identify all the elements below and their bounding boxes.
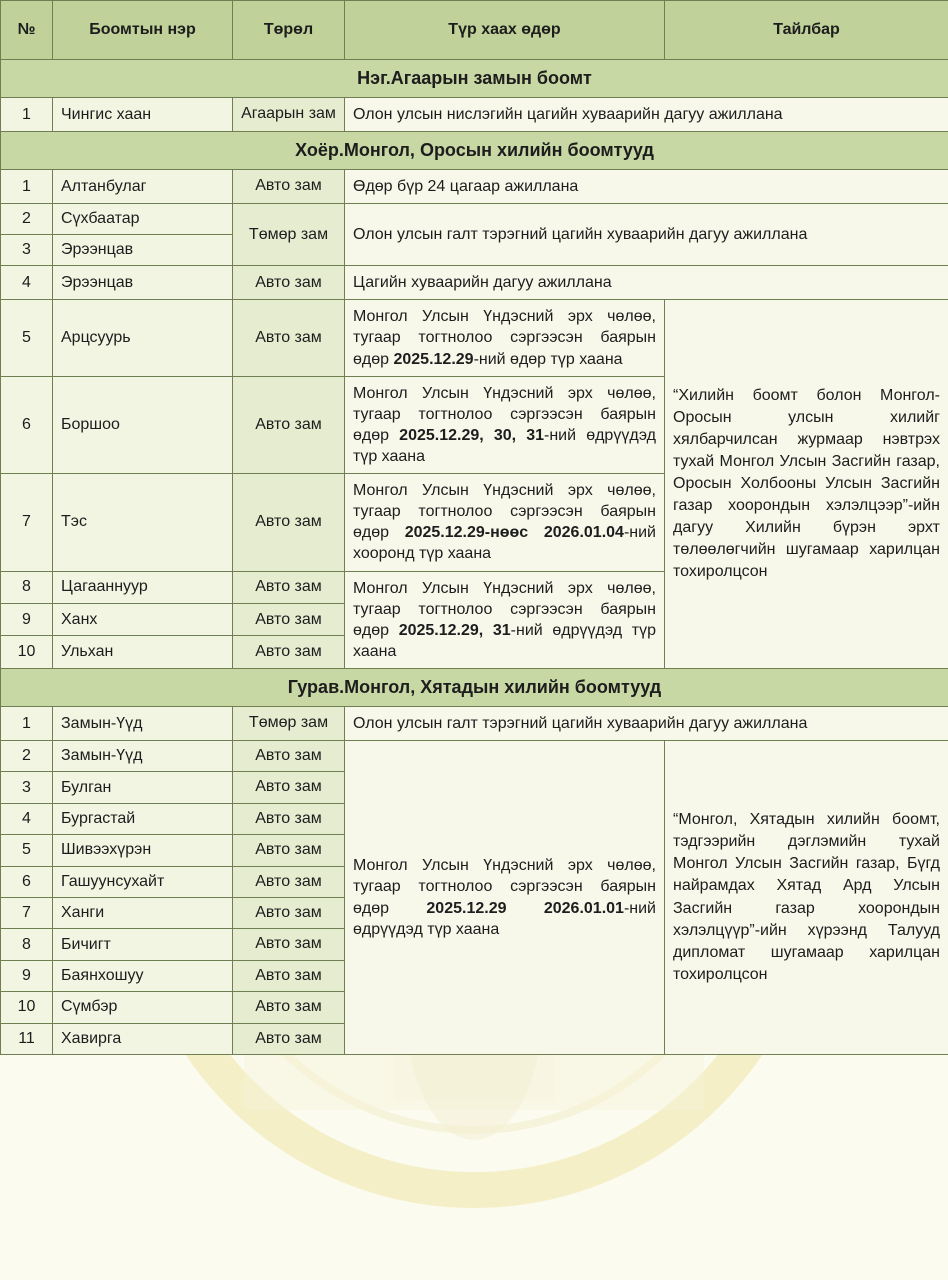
table-row (1, 170, 948, 204)
close-text-date: 2025.12.29, 31 (398, 621, 511, 639)
close-text-date: 2025.12.29 2026.01.01 (426, 899, 624, 917)
row-num: 4 (1, 803, 53, 834)
row-name: Шивээхүрэн (53, 835, 233, 866)
row-name: Эрээнцав (53, 235, 233, 266)
row-name: Бичигт (53, 929, 233, 960)
row-name: Сүхбаатар (53, 204, 233, 235)
row-num: 6 (1, 866, 53, 897)
row-name: Арцсуурь (53, 300, 233, 376)
row-name: Боршоо (53, 376, 233, 473)
row-name: Гашуунсухайт (53, 866, 233, 897)
row-num: 4 (1, 266, 53, 300)
close-text-pre: Монгол Улсын Үндэсний эрх чөлөө, тугаар тогтнолоо сэргээсэн баярын өдөр (353, 482, 656, 542)
table-row (1, 266, 948, 300)
row-num: 10 (1, 992, 53, 1023)
row-num: 11 (1, 1023, 53, 1054)
table-row (1, 300, 948, 376)
row-num: 3 (1, 772, 53, 803)
row-close: Цагийн хуваарийн дагуу ажиллана (345, 266, 948, 300)
section-header-china (1, 668, 948, 706)
close-text-pre: Монгол Улсын Үндэсний эрх чөлөө, тугаар тогтнолоо сэргээсэн баярын өдөр (353, 857, 656, 917)
section-header-russia (1, 132, 948, 170)
row-type: Авто зам (233, 604, 345, 636)
row-name: Ханги (53, 898, 233, 929)
close-text-pre: Монгол Улсын Үндэсний эрх чөлөө, тугаар тогтнолоо сэргээсэн баярын өдөр (353, 308, 656, 368)
row-type: Авто зам (233, 266, 345, 300)
row-name: Алтанбулаг (53, 170, 233, 204)
row-type: Авто зам (233, 741, 345, 772)
close-text-date: 2025.12.29-нөөс 2026.01.04 (404, 524, 624, 542)
close-text-date: 2025.12.29, 30, 31 (399, 426, 545, 444)
row-num: 8 (1, 929, 53, 960)
row-type: Авто зам (233, 835, 345, 866)
row-num: 1 (1, 98, 53, 132)
close-text-post: -ний хооронд түр хаана (353, 524, 656, 563)
row-name: Цагааннуур (53, 571, 233, 603)
header-name: Боомтын нэр (53, 1, 233, 60)
row-num: 1 (1, 170, 53, 204)
close-text-date: 2025.12.29 (393, 350, 474, 368)
row-type: Авто зам (233, 992, 345, 1023)
row-name: Булган (53, 772, 233, 803)
row-name: Замын-Үүд (53, 741, 233, 772)
section-title: Нэг.Агаарын замын боомт (1, 60, 948, 98)
close-text-post: -ний өдөр түр хаана (473, 350, 623, 368)
section-note-china: “Монгол, Хятадын хилийн боомт, тэдгээрийн дэглэмийн тухай Монгол Улсын Засгийн газар, Бүгд найрамдах Хятад Ард Улсын Засгийн газар хоорондын хэлэлцүүр”-ийн хүрээнд Талууд дипломат шугамаар харилцан тохиролцсон (665, 741, 948, 1055)
row-num: 2 (1, 741, 53, 772)
row-close: Олон улсын нислэгийн цагийн хуваарийн дагуу ажиллана (345, 98, 948, 132)
header-type: Төрөл (233, 1, 345, 60)
section-title: Гурав.Монгол, Хятадын хилийн боомтууд (1, 668, 948, 706)
row-close (345, 474, 665, 571)
table-header-row (1, 1, 948, 60)
row-name: Ханх (53, 604, 233, 636)
row-close (345, 376, 665, 473)
row-num: 6 (1, 376, 53, 473)
row-name: Тэс (53, 474, 233, 571)
row-type: Авто зам (233, 571, 345, 603)
row-type: Агаарын зам (233, 98, 345, 132)
close-text-pre: Монгол Улсын Үндэсний эрх чөлөө, тугаар тогтнолоо сэргээсэн баярын өдөр (353, 579, 656, 639)
row-name: Ульхан (53, 636, 233, 669)
row-name: Бургастай (53, 803, 233, 834)
header-num: № (1, 1, 53, 60)
row-num: 7 (1, 474, 53, 571)
row-close: Өдөр бүр 24 цагаар ажиллана (345, 170, 948, 204)
row-close (345, 300, 665, 376)
row-num: 9 (1, 604, 53, 636)
row-type: Авто зам (233, 929, 345, 960)
row-type: Авто зам (233, 898, 345, 929)
header-note: Тайлбар (665, 1, 948, 60)
table-row (1, 98, 948, 132)
row-type: Авто зам (233, 300, 345, 376)
row-type: Авто зам (233, 960, 345, 991)
table-row (1, 741, 948, 772)
row-num: 5 (1, 300, 53, 376)
close-text-post: -ний өдрүүдэд түр хаана (353, 621, 657, 660)
close-text-post: -ний өдрүүдэд түр хаана (353, 899, 656, 938)
row-num: 10 (1, 636, 53, 669)
row-name: Сүмбэр (53, 992, 233, 1023)
row-type: Авто зам (233, 170, 345, 204)
section-note-russia: “Хилийн боомт болон Монгол-Оросын улсын хилийг хялбарчилсан журмаар нэвтрэх тухай Монгол Улсын Засгийн газар, Оросын Холбооны Улсын Засгийн газар хоорондын хэлэлцээр”-ийн дагуу Хилийн бүрэн эрхт төлөөлөгчийн шугамаар харилцан тохиролцсон (665, 300, 948, 669)
row-num: 2 (1, 204, 53, 235)
row-num: 7 (1, 898, 53, 929)
table-row (1, 204, 948, 235)
row-type: Авто зам (233, 636, 345, 669)
row-close (345, 571, 665, 668)
row-num: 8 (1, 571, 53, 603)
row-num: 9 (1, 960, 53, 991)
row-name: Замын-Үүд (53, 706, 233, 740)
section-close-china (345, 741, 665, 1055)
section-header-air (1, 60, 948, 98)
row-type: Авто зам (233, 1023, 345, 1054)
row-close: Олон улсын галт тэрэгний цагийн хуваарийн дагуу ажиллана (345, 706, 948, 740)
row-type: Авто зам (233, 803, 345, 834)
close-text-pre: Монгол Улсын Үндэсний эрх чөлөө, тугаар тогтнолоо сэргээсэн баярын өдөр (353, 384, 656, 444)
row-num: 1 (1, 706, 53, 740)
row-type: Авто зам (233, 376, 345, 473)
header-close-date: Түр хаах өдөр (345, 1, 665, 60)
row-type: Төмөр зам (233, 204, 345, 266)
row-close: Олон улсын галт тэрэгний цагийн хуваарийн дагуу ажиллана (345, 204, 948, 266)
row-type: Авто зам (233, 474, 345, 571)
row-name: Эрээнцав (53, 266, 233, 300)
close-text-post: -ний өдрүүдэд түр хаана (353, 426, 656, 465)
row-name: Баянхошуу (53, 960, 233, 991)
table-row (1, 706, 948, 740)
row-name: Хавирга (53, 1023, 233, 1054)
section-title: Хоёр.Монгол, Оросын хилийн боомтууд (1, 132, 948, 170)
row-name: Чингис хаан (53, 98, 233, 132)
row-num: 5 (1, 835, 53, 866)
row-type: Авто зам (233, 866, 345, 897)
row-type: Төмөр зам (233, 706, 345, 740)
row-num: 3 (1, 235, 53, 266)
row-type: Авто зам (233, 772, 345, 803)
